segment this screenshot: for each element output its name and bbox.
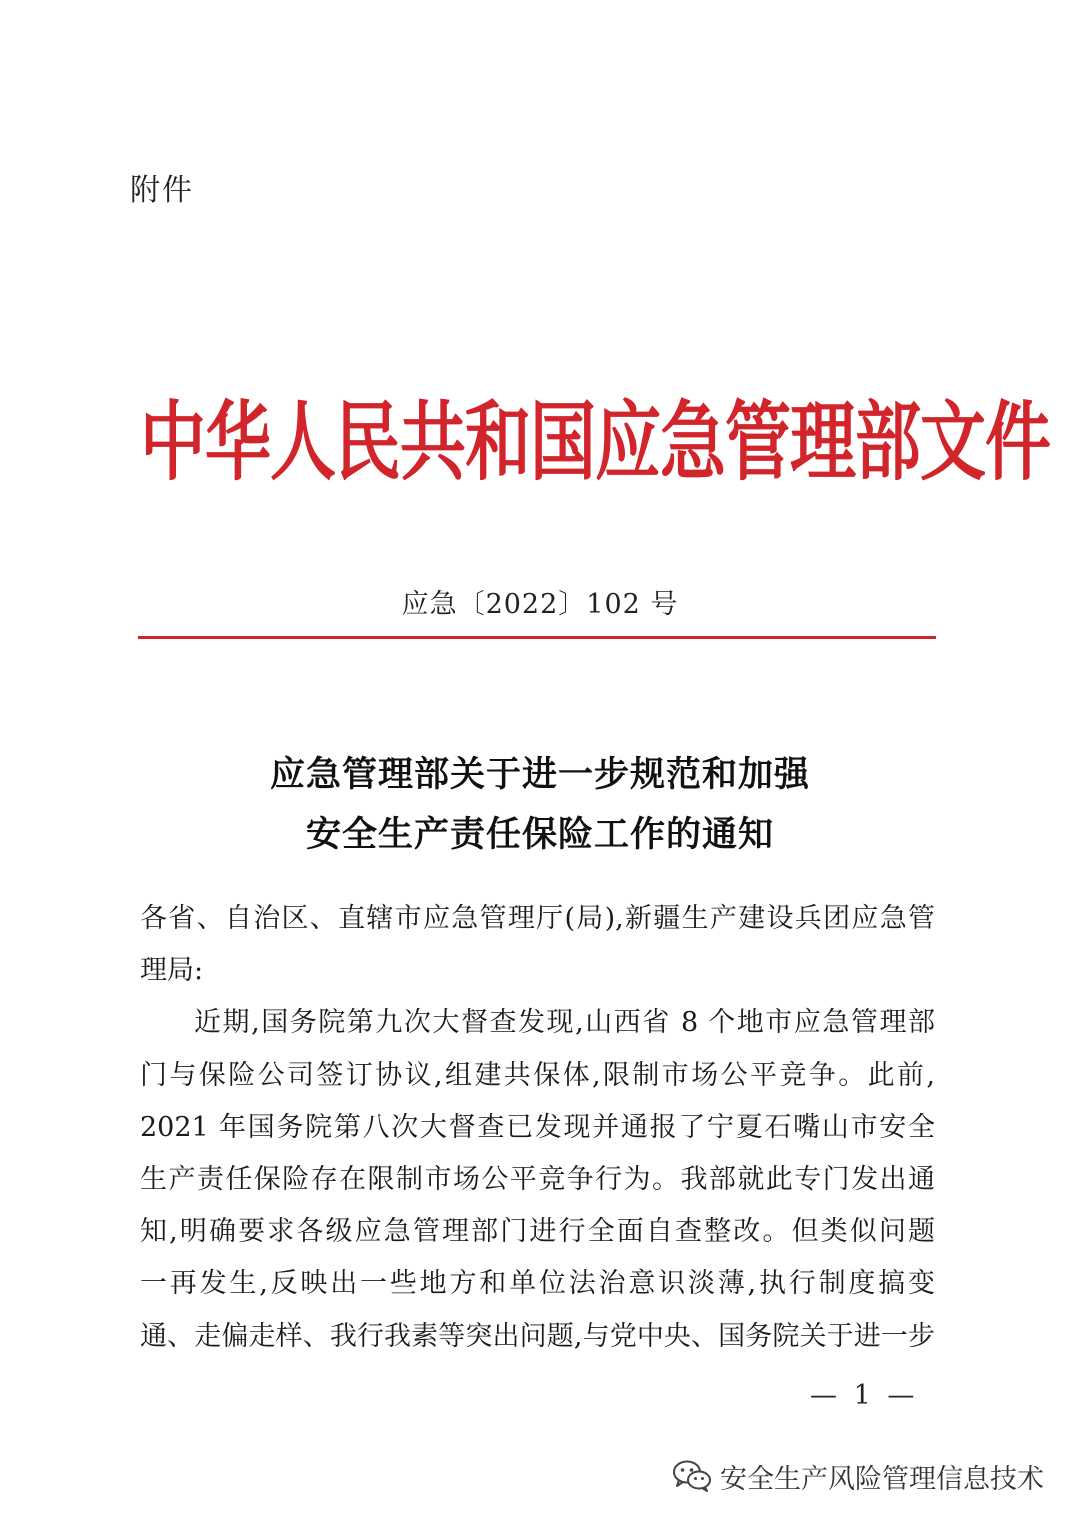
document-number: 应急〔2022〕102 号 [401, 589, 679, 620]
attachment-label: 附件 [130, 173, 194, 208]
title-line-2: 安全生产责任保险工作的通知 [305, 814, 774, 855]
wechat-icon [672, 1459, 712, 1493]
body-text [140, 893, 935, 1363]
body-line: 知,明确要求各级应急管理部门进行全面自查整改。但类似问题 [140, 1216, 935, 1248]
red-divider-line [138, 636, 936, 639]
title-line-1: 应急管理部关于进一步规范和加强 [269, 754, 810, 795]
body-line: 一再发生,反映出一些地方和单位法治意识淡薄,执行制度搞变 [140, 1268, 935, 1300]
source-watermark [672, 1456, 1044, 1496]
body-line: 门与保险公司签订协议,组建共保体,限制市场公平竞争。此前, [140, 1059, 935, 1091]
body-line: 各省、自治区、直辖市应急管理厅(局),新疆生产建设兵团应急管 [140, 903, 935, 934]
body-line: 理局: [140, 955, 204, 987]
watermark-text: 安全生产风险管理信息技术 [720, 1463, 1044, 1495]
body-line: 生产责任保险存在限制市场公平竞争行为。我部就此专门发出通 [140, 1163, 935, 1195]
body-line: 2021 年国务院第八次大督查已发现并通报了宁夏石嘴山市安全 [140, 1111, 935, 1143]
page-number: — 1 — [810, 1380, 919, 1411]
document-title [140, 745, 940, 865]
issuer-header: 中华人民共和国应急管理部文件 [140, 392, 1050, 493]
body-line: 近期,国务院第九次大督查发现,山西省 8 个地市应急管理部 [194, 1007, 935, 1039]
body-line: 通、走偏走样、我行我素等突出问题,与党中央、国务院关于进一步 [140, 1320, 935, 1352]
